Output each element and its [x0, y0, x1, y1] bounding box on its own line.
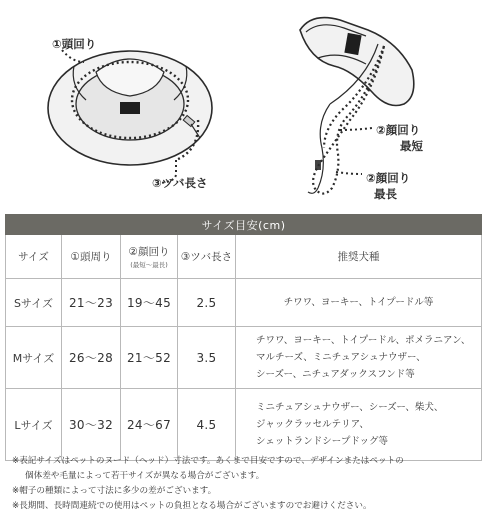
table-row	[6, 327, 482, 389]
cell-size: Lサイズ	[6, 389, 62, 461]
breed-line: シェットランドシープドッグ等	[256, 436, 388, 447]
header-face-label: ②顔回り	[128, 246, 170, 258]
note-line: ※長期間、長時間連続での使用はペットの負担となる場合がございますのでお避けください。	[12, 501, 372, 511]
cell-size: Sサイズ	[6, 279, 62, 327]
hat-diagram	[0, 0, 490, 210]
table-title-row	[6, 215, 482, 235]
breed-line: マルチーズ、ミニチュアシュナウザー、	[256, 352, 426, 363]
header-head: ①頭周り	[62, 235, 121, 279]
label-face-short-1: ②顔回り	[376, 123, 421, 137]
label-face-long-1: ②顔回り	[366, 171, 411, 185]
header-brim: ③ツバ長さ	[178, 235, 236, 279]
notes-section	[12, 454, 484, 514]
header-face	[121, 235, 178, 279]
table-title: サイズ目安(cm)	[6, 215, 482, 235]
header-breeds: 推奨犬種	[236, 235, 482, 279]
cell-face: 24～67	[121, 389, 178, 461]
breed-line: チワワ、ヨーキー、トイプードル、ポメラニアン、	[256, 335, 471, 346]
hat-illustration	[0, 0, 490, 210]
cell-head: 21～23	[62, 279, 121, 327]
label-face-long-2: 最長	[374, 187, 397, 201]
note-line: ※帽子の種類によって寸法に多少の差がございます。	[12, 486, 217, 496]
label-head-circumference: ①頭回り	[52, 37, 97, 51]
cell-head: 26～28	[62, 327, 121, 389]
breed-line: シーズー、ニチュアダックスフンド等	[256, 369, 415, 380]
label-face-short-2: 最短	[400, 139, 423, 153]
size-chart-table	[5, 214, 482, 461]
breed-line: ジャックラッセルテリア、	[256, 419, 369, 430]
header-size: サイズ	[6, 235, 62, 279]
cell-brim: 4.5	[178, 389, 236, 461]
breed-line: ミニチュアシュナウザー、シーズー、柴犬、	[256, 402, 444, 413]
cell-breeds	[236, 279, 482, 327]
table-header-row	[6, 235, 482, 279]
cell-face: 21～52	[121, 327, 178, 389]
label-brim-length: ③ツバ長さ	[152, 176, 208, 190]
cell-head: 30～32	[62, 389, 121, 461]
cell-brim: 2.5	[178, 279, 236, 327]
cell-face: 19～45	[121, 279, 178, 327]
hat-side-view	[300, 18, 414, 194]
note-line: 個体差や毛量によって若干サイズが異なる場合がございます。	[25, 471, 265, 481]
hat-top-view	[48, 50, 212, 183]
table-row	[6, 279, 482, 327]
cell-brim: 3.5	[178, 327, 236, 389]
note-line: ※表記サイズはペットのヌード（ヘッド）寸法です。あくまで目安ですので、デザインまたはペットの	[12, 456, 404, 466]
cell-breeds	[236, 389, 482, 461]
table-row	[6, 389, 482, 461]
jeep-logo-patch	[120, 102, 140, 114]
breed-line: チワワ、ヨーキー、トイプードル等	[283, 297, 434, 308]
cell-breeds	[236, 327, 482, 389]
header-face-sub: (最短～最長)	[130, 261, 168, 269]
cell-size: Mサイズ	[6, 327, 62, 389]
